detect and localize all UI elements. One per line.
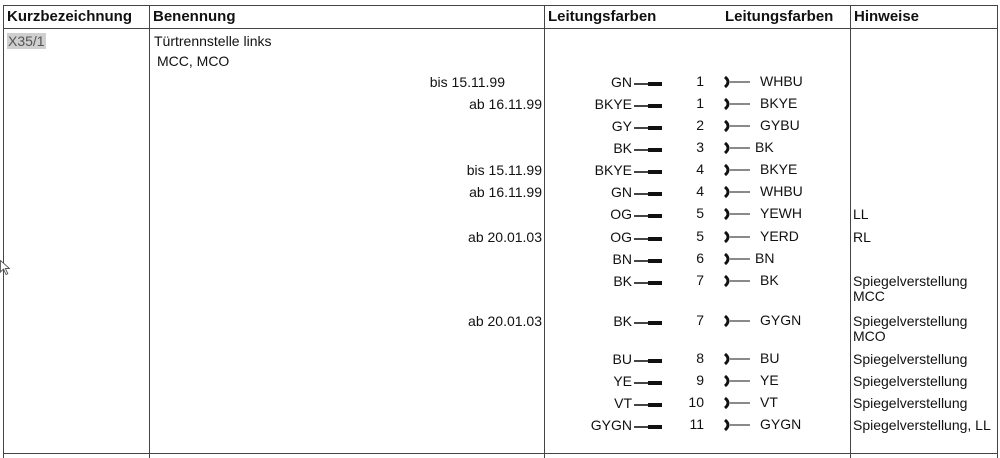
col-divider-1 [3,5,4,458]
socket-icon [722,418,752,432]
color-b: BKYE [760,161,798,177]
plug-pin-icon [648,403,662,407]
color-a: BK [613,273,632,289]
socket-icon [722,352,752,366]
color-b: YEWH [760,205,802,221]
header-benennung: Benennung [153,8,236,25]
socket-icon [722,119,752,133]
pin-number: 7 [696,272,704,288]
pin-number: 6 [696,250,704,266]
row-date: ab 16.11.99 [469,184,542,200]
header-leitungsfarben-b: Leitungsfarben [725,8,834,25]
plug-line [634,83,648,85]
pin-number: 10 [688,394,704,410]
col-divider-2 [149,5,150,458]
color-b: WHBU [760,73,803,89]
row-date: bis 15.11.99 [466,162,542,178]
plug-pin-icon [648,425,662,429]
socket-icon [722,75,752,89]
plug-pin-icon [648,281,662,285]
plug-pin-icon [648,170,662,174]
pin-number: 1 [696,95,704,111]
pin-number: 9 [696,372,704,388]
plug-line [634,426,648,428]
plug-line [634,404,648,406]
pin-number: 1 [696,73,704,89]
plug-pin-icon [648,214,662,218]
plug-pin-icon [648,381,662,385]
color-a: BU [612,351,632,367]
color-a: BKYE [594,162,632,178]
plug-line [634,260,648,262]
plug-pin-icon [648,359,662,363]
plug-line [634,282,648,284]
socket-icon [722,163,752,177]
plug-pin-icon [648,237,662,241]
table-bottom-border [3,453,997,454]
row-note: Spiegelverstellung [853,395,968,411]
table-top-border [3,5,997,6]
color-a: GY [611,118,632,134]
color-b: VT [760,394,778,410]
plug-line [634,171,648,173]
row-note: Spiegelverstellung [853,351,968,367]
color-b: GYBU [760,117,800,133]
col-divider-5 [997,5,998,458]
color-b: YERD [760,228,799,244]
pin-number: 11 [689,416,704,432]
plug-pin-icon [648,148,662,152]
plug-pin-icon [648,192,662,196]
color-a: OG [610,206,632,222]
color-b: BKYE [760,95,798,111]
socket-icon [722,396,752,410]
plug-line [634,322,648,324]
color-b: YE [760,372,779,388]
color-b: GYGN [760,312,802,328]
socket-icon [722,274,752,288]
row-date: ab 20.01.03 [468,313,542,329]
pin-number: 8 [696,350,704,366]
pin-number: 5 [696,205,704,221]
header-kurzbezeichnung: Kurzbezeichnung [7,8,133,25]
socket-icon [722,141,752,155]
color-a: OG [610,229,632,245]
plug-line [634,238,648,240]
connector-id[interactable]: X35/1 [8,33,45,49]
pin-number: 4 [696,161,704,177]
header-bottom-border [3,28,997,29]
plug-pin-icon [648,126,662,130]
row-date: ab 20.01.03 [468,229,542,245]
mouse-cursor-icon [0,260,10,276]
socket-icon [722,314,752,328]
color-b: GYGN [760,416,802,432]
color-a: BK [613,313,632,329]
socket-icon [722,374,752,388]
plug-pin-icon [648,259,662,263]
connector-models: MCC, MCO [157,53,230,69]
color-a: YE [613,373,632,389]
plug-line [634,193,648,195]
plug-line [634,105,648,107]
plug-line [634,215,648,217]
col-divider-3 [544,5,545,458]
header-hinweise: Hinweise [854,8,920,25]
color-b: BK [760,272,779,288]
plug-line [634,382,648,384]
row-note: Spiegelverstellung [853,373,968,389]
header-leitungsfarben-a: Leitungsfarben [548,8,657,25]
row-note: Spiegelverstellung MCC [853,273,968,304]
color-b: BU [760,350,780,366]
col-divider-4 [850,5,851,458]
plug-pin-icon [648,82,662,86]
socket-icon [722,252,752,266]
socket-icon [722,97,752,111]
pin-number: 7 [696,312,704,328]
color-b: WHBU [760,183,803,199]
pin-number: 5 [696,228,704,244]
color-a: VT [614,395,632,411]
pin-number: 2 [696,117,704,133]
color-a: BK [613,140,632,156]
plug-line [634,149,648,151]
color-a: GN [611,184,632,200]
pin-number: 4 [696,183,704,199]
color-a: GYGN [590,417,632,433]
connector-name: Türtrennstelle links [154,33,272,49]
row-note: LL [853,206,869,222]
color-a: GN [611,74,632,90]
row-note: Spiegelverstellung, LL [853,417,991,433]
plug-pin-icon [648,321,662,325]
color-a: BN [612,251,632,267]
socket-icon [722,185,752,199]
row-note: Spiegelverstellung MCO [853,313,968,344]
row-date: bis 15.11.99 [429,74,505,90]
plug-line [634,360,648,362]
socket-icon [722,230,752,244]
plug-line [634,127,648,129]
pin-number: 3 [696,139,704,155]
color-b: BK [755,139,774,155]
socket-icon [722,207,752,221]
row-note: RL [853,229,871,245]
plug-pin-icon [648,104,662,108]
row-date: ab 16.11.99 [469,96,542,112]
color-a: BKYE [594,96,632,112]
color-b: BN [755,250,775,266]
